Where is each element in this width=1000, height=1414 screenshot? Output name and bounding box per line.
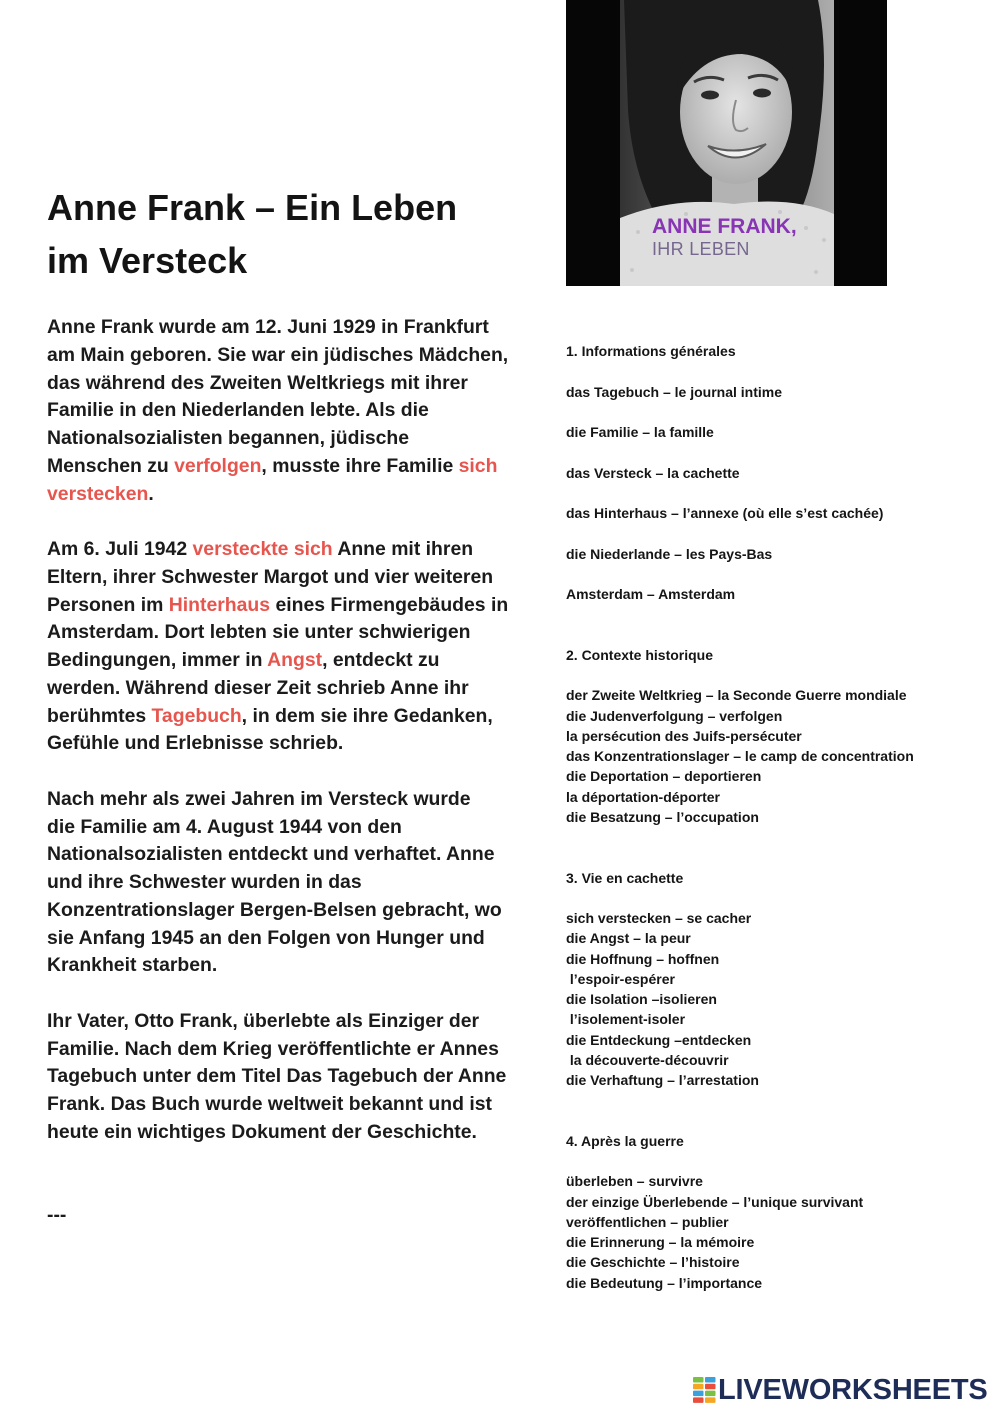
cover-title: ANNE FRANK,	[652, 215, 797, 238]
text-segment: berühmtes	[47, 704, 152, 727]
text-segment: eines Firmengebäudes in	[270, 593, 509, 616]
vocab-item: veröffentlichen – publier	[566, 1213, 729, 1230]
paragraph	[47, 786, 527, 980]
article-paragraphs	[47, 314, 527, 1147]
text-segment: Konzentrationslager Bergen-Belsen gebracht, wo	[47, 898, 502, 921]
highlighted-vocabulary-word: versteckte sich	[192, 538, 333, 560]
vocab-item: überleben – survivre	[566, 1173, 703, 1190]
vocab-item: die Geschichte – l’histoire	[566, 1254, 740, 1271]
vocab-section-heading: 1. Informations générales	[566, 343, 736, 359]
text-segment: Krankheit starben.	[47, 954, 218, 977]
text-segment: Anne Frank wurde am 12. Juni 1929 in Frankfurt	[47, 316, 489, 338]
vocab-item: die Besatzung – l’occupation	[566, 808, 759, 825]
text-line	[47, 1008, 527, 1036]
vocab-item: die Deportation – deportieren	[566, 768, 762, 785]
text-line	[47, 869, 527, 897]
highlighted-vocabulary-word: verfolgen	[174, 454, 262, 477]
article-text	[47, 314, 527, 1230]
vocab-item: das Tagebuch – le journal intime	[566, 383, 783, 400]
liveworksheets-logo-text: LIVEWORKSHEETS	[718, 1374, 988, 1406]
text-segment: Familie in den Niederlanden lebte. Als die	[47, 399, 429, 422]
vocab-item: der Zweite Weltkrieg – la Seconde Guerre mondiale	[566, 687, 907, 704]
text-line	[47, 481, 527, 509]
text-segment: .	[148, 482, 154, 505]
vocabulary-list	[566, 341, 986, 1293]
text-segment: , in dem sie ihre Gedanken,	[241, 704, 493, 727]
vocab-section	[566, 645, 986, 827]
text-line	[47, 564, 527, 592]
text-segment: Personen im	[47, 593, 169, 616]
vocab-section	[566, 341, 986, 604]
page-title-line-1: Anne Frank – Ein Leben	[47, 187, 458, 228]
vocab-item: die Hoffnung – hoffnen	[566, 950, 720, 967]
vocab-item: die Erinnerung – la mémoire	[566, 1234, 755, 1250]
text-line	[47, 647, 527, 675]
text-line	[47, 786, 527, 814]
text-segment: Nationalsozialisten entdeckt und verhaftet. Anne	[47, 843, 495, 866]
text-segment: Bedingungen, immer in	[47, 649, 268, 671]
vocab-item: die Verhaftung – l’arrestation	[566, 1072, 759, 1088]
vocab-item: la persécution des Juifs-persécuter	[566, 727, 802, 744]
highlighted-vocabulary-word: Tagebuch	[151, 704, 242, 727]
page-title-line-2: im Versteck	[47, 240, 248, 281]
text-segment: sie Anfang 1945 an den Folgen von Hunger und	[47, 926, 485, 949]
text-segment: Nationalsozialisten begannen, jüdische	[47, 427, 410, 449]
text-line	[47, 897, 527, 925]
text-segment: Gefühle und Erlebnisse schrieb.	[47, 732, 344, 755]
text-line	[47, 675, 527, 703]
vocab-item: die Bedeutung – l’importance	[566, 1274, 763, 1291]
vocab-item: sich verstecken – se cacher	[566, 910, 752, 926]
text-segment: Eltern, ihrer Schwester Margot und vier weiteren	[47, 565, 494, 588]
liveworksheets-logo-icon	[693, 1377, 716, 1403]
book-cover-image	[566, 0, 887, 286]
text-line	[47, 453, 527, 481]
section-separator: ---	[47, 1204, 67, 1226]
vocab-item: die Isolation –isolieren	[566, 991, 717, 1007]
text-line	[47, 730, 527, 758]
vocab-item: das Hinterhaus – l’annexe (où elle s’est cachée)	[566, 505, 884, 521]
page-title	[47, 181, 457, 287]
paragraph	[47, 1008, 527, 1147]
text-segment: Anne mit ihren	[332, 538, 474, 560]
vocab-item: die Judenverfolgung – verfolgen	[566, 707, 783, 724]
text-line	[47, 952, 527, 980]
vocab-item: der einzige Überlebende – l’unique survivant	[566, 1193, 864, 1210]
vocab-item: la déportation-déporter	[566, 788, 721, 805]
text-segment: Frank. Das Buch wurde weltweit bekannt und ist	[47, 1093, 492, 1115]
highlighted-vocabulary-word: Angst	[267, 649, 323, 671]
text-line	[47, 1063, 527, 1091]
vocab-item: Amsterdam – Amsterdam	[566, 586, 736, 602]
text-segment: die Familie am 4. August 1944 von den	[47, 815, 402, 838]
vocab-item: l’isolement-isoler	[566, 1011, 686, 1028]
text-line	[47, 536, 527, 564]
vocab-item: la découverte-découvrir	[566, 1051, 729, 1068]
highlighted-vocabulary-word: verstecken	[47, 482, 149, 505]
text-line	[47, 370, 527, 398]
highlighted-vocabulary-word: Hinterhaus	[168, 593, 271, 616]
text-line	[47, 397, 527, 425]
vocab-item: die Entdeckung –entdecken	[566, 1031, 752, 1048]
text-segment: heute ein wichtiges Dokument der Geschichte.	[47, 1120, 477, 1143]
vocab-item: die Niederlande – les Pays-Bas	[566, 545, 773, 562]
vocab-section	[566, 1131, 986, 1293]
text-segment: Nach mehr als zwei Jahren im Versteck wurde	[47, 787, 471, 810]
cover-subtitle: IHR LEBEN	[652, 239, 750, 259]
text-segment: werden. Während dieser Zeit schrieb Anne ihr	[47, 676, 469, 699]
paragraph	[47, 314, 527, 508]
vocab-item: l’espoir-espérer	[566, 970, 675, 987]
text-line	[47, 925, 527, 953]
text-segment: Am 6. Juli 1942	[47, 538, 193, 560]
text-line	[47, 814, 527, 842]
text-line	[47, 1091, 527, 1119]
vocab-item: das Konzentrationslager – le camp de concentration	[566, 748, 914, 764]
text-line	[47, 703, 527, 731]
vocab-item: das Versteck – la cachette	[566, 464, 740, 481]
text-segment: , musste ihre Familie	[261, 454, 459, 477]
text-line	[47, 619, 527, 647]
text-segment: Amsterdam. Dort lebten sie unter schwierigen	[47, 621, 471, 644]
vocab-section	[566, 868, 986, 1091]
text-line	[47, 1119, 527, 1147]
text-line	[47, 425, 527, 453]
text-segment: Ihr Vater, Otto Frank, überlebte als Einziger der	[47, 1009, 480, 1032]
text-segment: , entdeckt zu	[322, 649, 440, 671]
vocab-item: die Familie – la famille	[566, 424, 714, 440]
highlighted-vocabulary-word: sich	[458, 454, 498, 477]
text-segment: Familie. Nach dem Krieg veröffentlichte er Annes	[47, 1037, 499, 1060]
text-line	[47, 1036, 527, 1064]
text-segment: und ihre Schwester wurden in das	[47, 871, 362, 893]
text-line	[47, 314, 527, 342]
text-line	[47, 592, 527, 620]
vocab-section-heading: 2. Contexte historique	[566, 646, 714, 663]
text-segment: das während des Zweiten Weltkriegs mit ihrer	[47, 371, 468, 394]
text-segment: am Main geboren. Sie war ein jüdisches Mädchen,	[47, 343, 509, 366]
text-line	[47, 342, 527, 370]
vocab-section-heading: 4. Après la guerre	[566, 1132, 684, 1149]
vocab-section-heading: 3. Vie en cachette	[566, 869, 684, 886]
vocab-item: die Angst – la peur	[566, 930, 691, 947]
text-segment: Tagebuch unter dem Titel Das Tagebuch der Anne	[47, 1065, 507, 1088]
text-line	[47, 841, 527, 869]
text-segment: Menschen zu	[47, 454, 175, 477]
paragraph	[47, 536, 527, 758]
